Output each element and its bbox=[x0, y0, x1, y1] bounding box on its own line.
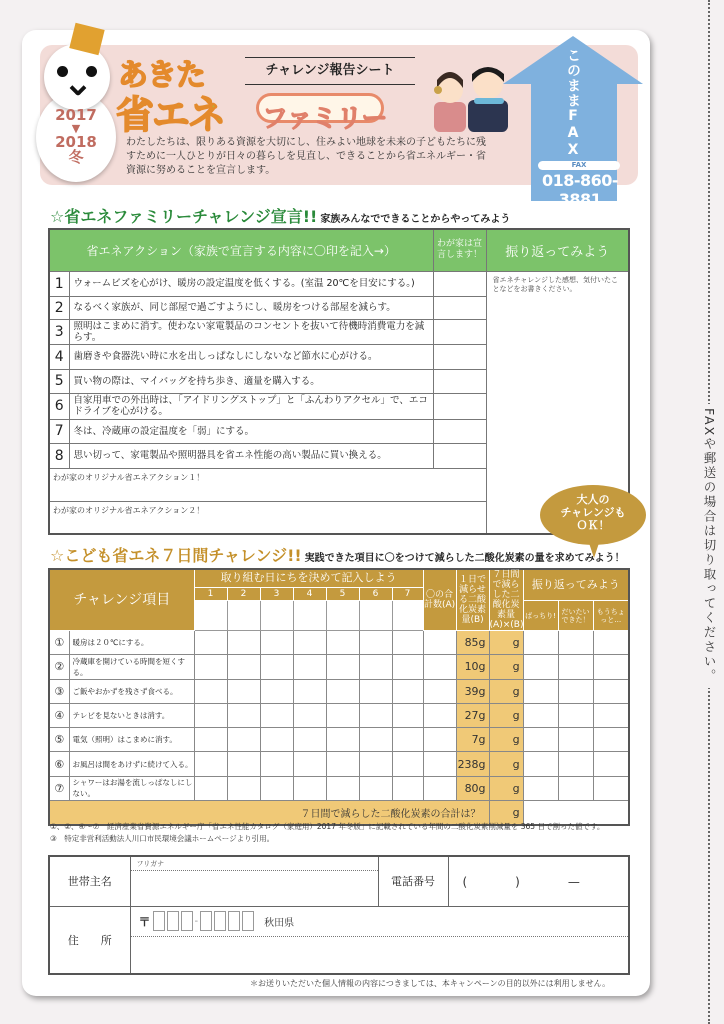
day-check-cell[interactable] bbox=[326, 752, 359, 776]
name-label: 世帯主名 bbox=[49, 856, 130, 906]
seven-day-cell[interactable]: g bbox=[489, 655, 523, 679]
date-input[interactable] bbox=[326, 601, 359, 631]
day-check-cell[interactable] bbox=[392, 752, 423, 776]
name-field[interactable] bbox=[130, 856, 378, 906]
reflect-great: ばっちり! bbox=[523, 601, 558, 631]
reflect-header: 振り返ってみよう bbox=[523, 569, 629, 601]
day-check-cell[interactable] bbox=[392, 703, 423, 727]
item-number: ① bbox=[49, 631, 69, 655]
day-check-cell[interactable] bbox=[359, 776, 392, 800]
count-cell[interactable] bbox=[423, 703, 456, 727]
postal-digit-box[interactable] bbox=[214, 911, 226, 931]
day-check-cell[interactable] bbox=[227, 728, 260, 752]
total-cell[interactable]: g bbox=[489, 801, 523, 825]
day-check-cell[interactable] bbox=[359, 655, 392, 679]
day-check-cell[interactable] bbox=[359, 728, 392, 752]
declare-cell[interactable] bbox=[433, 319, 486, 344]
reflect-check-cell[interactable] bbox=[523, 703, 558, 727]
declare-cell[interactable] bbox=[433, 419, 486, 443]
logo-family: ファミリー bbox=[262, 104, 387, 134]
reflect-check-cell[interactable] bbox=[523, 655, 558, 679]
day-check-cell[interactable] bbox=[260, 655, 293, 679]
date-input[interactable] bbox=[293, 601, 326, 631]
day-check-cell[interactable] bbox=[227, 752, 260, 776]
day-check-cell[interactable] bbox=[227, 776, 260, 800]
postal-mark: 〒 bbox=[138, 914, 151, 929]
reflect-check-cell[interactable] bbox=[523, 752, 558, 776]
reflect-check-cell[interactable] bbox=[593, 728, 629, 752]
day-check-cell[interactable] bbox=[293, 655, 326, 679]
bubble-line: ＯＫ！ bbox=[576, 519, 610, 532]
action-text: 照明はこまめに消す。使わない家電製品のコンセントを抜いて待機時消費電力を減らす。 bbox=[69, 319, 433, 344]
speech-bubble bbox=[540, 485, 646, 545]
day-check-cell[interactable] bbox=[260, 679, 293, 703]
year-range bbox=[36, 108, 116, 165]
day-check-cell[interactable] bbox=[293, 631, 326, 655]
fax-pill: FAX bbox=[538, 161, 620, 170]
fax-number: 018-860-3881 bbox=[541, 171, 619, 209]
day-check-cell[interactable] bbox=[194, 631, 227, 655]
reflect-check-cell[interactable] bbox=[523, 728, 558, 752]
postal-code-row bbox=[131, 907, 629, 937]
item-text: 電気（照明）はこまめに消す。 bbox=[69, 728, 194, 752]
day-number: 2 bbox=[227, 587, 260, 601]
row-number: 5 bbox=[49, 369, 69, 393]
item-number: ⑦ bbox=[49, 776, 69, 800]
count-cell[interactable] bbox=[423, 752, 456, 776]
item-text: ご飯やおかずを残さず食べる。 bbox=[69, 679, 194, 703]
day-number: 1 bbox=[194, 587, 227, 601]
address-label: 住 所 bbox=[49, 906, 130, 974]
day-check-cell[interactable] bbox=[194, 752, 227, 776]
logo-shoene: 省エネ bbox=[116, 93, 225, 137]
reflect-check-cell[interactable] bbox=[593, 752, 629, 776]
section1-title bbox=[50, 204, 510, 227]
day-check-cell[interactable] bbox=[359, 679, 392, 703]
day-check-cell[interactable] bbox=[359, 703, 392, 727]
original-action-1[interactable] bbox=[49, 468, 486, 501]
report-title: チャレンジ報告シート bbox=[245, 57, 415, 85]
postal-dash: - bbox=[194, 915, 199, 927]
day-check-cell[interactable] bbox=[359, 631, 392, 655]
item-number: ⑥ bbox=[49, 752, 69, 776]
reflect-hint: 省エネチャレンジした感想、気付いたことなどをお書きください。 bbox=[492, 275, 618, 293]
contact-form bbox=[48, 855, 630, 975]
per-day-value: 85g bbox=[456, 631, 489, 655]
count-cell[interactable] bbox=[423, 655, 456, 679]
reflect-check-cell[interactable] bbox=[593, 655, 629, 679]
per-day-value: 7g bbox=[456, 728, 489, 752]
day-check-cell[interactable] bbox=[194, 655, 227, 679]
row-number: 8 bbox=[49, 443, 69, 468]
row-number: 2 bbox=[49, 296, 69, 319]
count-cell[interactable] bbox=[423, 728, 456, 752]
reflect-mostly: だいたいできた！ bbox=[558, 601, 593, 631]
table-row bbox=[49, 271, 629, 296]
snowman-eye-icon bbox=[86, 66, 97, 77]
day-check-cell[interactable] bbox=[227, 679, 260, 703]
year-end: 2018 bbox=[55, 133, 97, 151]
declare-cell[interactable] bbox=[433, 271, 486, 296]
count-cell[interactable] bbox=[423, 776, 456, 800]
total-label: ７日間で減らした二酸化炭素の合計は？ bbox=[49, 801, 489, 825]
day-check-cell[interactable] bbox=[194, 679, 227, 703]
reflect-more: もうちょっと… bbox=[593, 601, 629, 631]
day-check-cell[interactable] bbox=[260, 728, 293, 752]
day-number: 7 bbox=[392, 587, 423, 601]
day-check-cell[interactable] bbox=[227, 631, 260, 655]
day-check-cell[interactable] bbox=[392, 776, 423, 800]
postal-digit-box[interactable] bbox=[242, 911, 254, 931]
item-text: テレビを見ないときは消す。 bbox=[69, 703, 194, 727]
item-text: お風呂は間をあけずに続けて入る。 bbox=[69, 752, 194, 776]
kids-challenge-table bbox=[48, 568, 630, 826]
day-check-cell[interactable] bbox=[293, 728, 326, 752]
item-number: ⑤ bbox=[49, 728, 69, 752]
footnotes bbox=[50, 821, 604, 845]
per-day-value: 80g bbox=[456, 776, 489, 800]
phone-field[interactable]: ( ) — bbox=[448, 856, 629, 906]
table-row bbox=[49, 679, 629, 703]
item-number: ④ bbox=[49, 703, 69, 727]
season: 冬 bbox=[68, 148, 84, 166]
table-row bbox=[49, 703, 629, 727]
per-day-value: 10g bbox=[456, 655, 489, 679]
seven-day-cell[interactable]: g bbox=[489, 631, 523, 655]
table-row bbox=[49, 631, 629, 655]
days-header: 取り組む日にちを決めて記入しよう bbox=[194, 569, 423, 587]
reflect-check-cell[interactable] bbox=[593, 776, 629, 800]
original-action-2-label: わが家のオリジナル省エネアクション２！ bbox=[53, 505, 205, 515]
reflect-check-cell[interactable] bbox=[523, 776, 558, 800]
reflect-check-cell[interactable] bbox=[523, 679, 558, 703]
count-cell[interactable] bbox=[423, 631, 456, 655]
item-text: 暖房は２０℃にする。 bbox=[69, 631, 194, 655]
date-input[interactable] bbox=[227, 601, 260, 631]
action-text: 歯磨きや食器洗い時に水を出しっぱなしにしないなど節水に心がける。 bbox=[69, 344, 433, 369]
furigana-label: フリガナ bbox=[131, 857, 378, 871]
snowman-eye-icon bbox=[57, 66, 68, 77]
seven-day-cell[interactable]: g bbox=[489, 703, 523, 727]
reflect-check-cell[interactable] bbox=[558, 679, 593, 703]
day-check-cell[interactable] bbox=[293, 776, 326, 800]
seven-day-cell[interactable]: g bbox=[489, 776, 523, 800]
per-day-value: 238g bbox=[456, 752, 489, 776]
per-day-value: 27g bbox=[456, 703, 489, 727]
postal-digit-box[interactable] bbox=[167, 911, 179, 931]
snowman-head bbox=[44, 44, 110, 110]
footnote: ③ 特定非営利活動法人川口市民環境会議ホームページより引用。 bbox=[50, 834, 275, 843]
day-check-cell[interactable] bbox=[392, 655, 423, 679]
section2-title bbox=[50, 543, 625, 566]
intro-text: わたしたちは、限りある資源を大切にし、住みよい地球を未来の子どもたちに残すために一人ひとりが日々の暮らしを見直し、できることから省エネルギー・省資源に努めることを宣言します。 bbox=[126, 137, 486, 176]
declare-cell[interactable] bbox=[433, 344, 486, 369]
row-number: 1 bbox=[49, 271, 69, 296]
postal-digit-box[interactable] bbox=[228, 911, 240, 931]
item-number: ③ bbox=[49, 679, 69, 703]
prefecture: 秋田県 bbox=[264, 917, 295, 929]
action-text: なるべく家族が、同じ部屋で過ごすようにし、暖房をつける部屋を減らす。 bbox=[69, 296, 433, 319]
section2-subtitle: 実践できた項目に〇をつけて減らした二酸化炭素の量を求めてみよう！ bbox=[304, 553, 625, 564]
postal-digit-box[interactable] bbox=[181, 911, 193, 931]
day-check-cell[interactable] bbox=[326, 631, 359, 655]
day-number: 4 bbox=[293, 587, 326, 601]
table-row bbox=[49, 728, 629, 752]
couple-illustration bbox=[432, 60, 510, 132]
day-check-cell[interactable] bbox=[260, 631, 293, 655]
count-cell[interactable] bbox=[423, 679, 456, 703]
reflect-check-cell[interactable] bbox=[593, 679, 629, 703]
declaration-table bbox=[48, 228, 630, 535]
action-header: 省エネアクション（家族で宣言する内容に〇印を記入→） bbox=[49, 229, 433, 271]
declare-cell[interactable] bbox=[433, 393, 486, 419]
day-check-cell[interactable] bbox=[392, 679, 423, 703]
postal-digit-box[interactable] bbox=[153, 911, 165, 931]
day-check-cell[interactable] bbox=[326, 679, 359, 703]
item-text: シャワーはお湯を流しっぱなしにしない。 bbox=[69, 776, 194, 800]
declare-cell[interactable] bbox=[433, 369, 486, 393]
day-check-cell[interactable] bbox=[326, 703, 359, 727]
day-check-cell[interactable] bbox=[293, 703, 326, 727]
day-check-cell[interactable] bbox=[194, 703, 227, 727]
bubble-line: 大人の bbox=[576, 493, 610, 506]
reflect-header: 振り返ってみよう bbox=[486, 229, 629, 271]
postal-digit-box[interactable] bbox=[200, 911, 212, 931]
day-number: 3 bbox=[260, 587, 293, 601]
reflect-check-cell[interactable] bbox=[558, 776, 593, 800]
day-check-cell[interactable] bbox=[359, 752, 392, 776]
day-number: 5 bbox=[326, 587, 359, 601]
table-row bbox=[49, 655, 629, 679]
row-number: 7 bbox=[49, 419, 69, 443]
per-day-value: 39g bbox=[456, 679, 489, 703]
reflect-check-cell[interactable] bbox=[558, 655, 593, 679]
reflect-check-cell[interactable] bbox=[558, 703, 593, 727]
date-input[interactable] bbox=[194, 601, 227, 631]
original-action-2[interactable] bbox=[49, 501, 486, 534]
day-check-cell[interactable] bbox=[194, 728, 227, 752]
down-arrow-icon: ▼ bbox=[71, 122, 81, 135]
day-check-cell[interactable] bbox=[293, 752, 326, 776]
seven-day-cell[interactable]: g bbox=[489, 728, 523, 752]
day-check-cell[interactable] bbox=[293, 679, 326, 703]
section2-heading: ☆こども省エネ７日間チャレンジ!! bbox=[50, 546, 302, 565]
table-row bbox=[49, 776, 629, 800]
section1-heading: ☆省エネファミリーチャレンジ宣言!! bbox=[50, 207, 318, 226]
row-number: 3 bbox=[49, 319, 69, 344]
day-check-cell[interactable] bbox=[227, 655, 260, 679]
phone-label: 電話番号 bbox=[378, 856, 448, 906]
table-row bbox=[49, 752, 629, 776]
seven-day-header: ７日間で減らした二酸化炭素量(A)×(B) bbox=[489, 570, 524, 630]
day-check-cell[interactable] bbox=[260, 703, 293, 727]
day-check-cell[interactable] bbox=[260, 752, 293, 776]
action-text: 冬は、冷蔵庫の設定温度を「弱」にする。 bbox=[69, 419, 433, 443]
date-input[interactable] bbox=[359, 601, 392, 631]
seven-day-cell[interactable]: g bbox=[489, 679, 523, 703]
action-text: 思い切って、家電製品や照明器具を省エネ性能の高い製品に買い換える。 bbox=[69, 443, 433, 468]
per-day-header: １日で減らせる二酸化炭素量(B) bbox=[456, 569, 489, 631]
reflect-check-cell[interactable] bbox=[558, 752, 593, 776]
row-number: 4 bbox=[49, 344, 69, 369]
item-header: チャレンジ項目 bbox=[49, 569, 194, 631]
row-number: 6 bbox=[49, 393, 69, 419]
action-text: ウォームビズを心がけ、暖房の設定温度を低くする。(室温 20℃を目安にする。) bbox=[69, 271, 433, 296]
address-field[interactable] bbox=[130, 906, 629, 974]
reflect-check-cell[interactable] bbox=[593, 631, 629, 655]
day-check-cell[interactable] bbox=[392, 728, 423, 752]
footnote: ①、②、④～⑦ 経済産業省資源エネルギー庁「省エネ性能カタログ（家庭用）2017 年冬版」に記載されている年間の二酸化炭素削減量を 365 日で割った値です。 bbox=[50, 822, 605, 831]
section1-subtitle: 家族みんなでできることからやってみよう bbox=[320, 214, 511, 225]
day-check-cell[interactable] bbox=[326, 776, 359, 800]
bubble-line: チャレンジも bbox=[560, 506, 626, 519]
count-header: 〇の合計数(A) bbox=[423, 569, 456, 631]
day-check-cell[interactable] bbox=[227, 703, 260, 727]
day-check-cell[interactable] bbox=[326, 655, 359, 679]
date-input[interactable] bbox=[260, 601, 293, 631]
day-check-cell[interactable] bbox=[326, 728, 359, 752]
logo-akita: あきた bbox=[118, 58, 205, 93]
reflect-check-cell[interactable] bbox=[558, 728, 593, 752]
privacy-note: ＊お送りいただいた個人情報の内容につきましては、本キャンペーンの目的以外には利用しません。 bbox=[250, 979, 611, 988]
original-action-1-label: わが家のオリジナル省エネアクション１！ bbox=[53, 472, 205, 482]
day-check-cell[interactable] bbox=[392, 631, 423, 655]
day-check-cell[interactable] bbox=[194, 776, 227, 800]
day-number: 6 bbox=[359, 587, 392, 601]
declare-cell[interactable] bbox=[433, 296, 486, 319]
action-text: 自家用車での外出時は、「アイドリングストップ」と「ふんわりアクセル」で、エコドライブを心がける。 bbox=[69, 393, 433, 419]
action-text: 買い物の際は、マイバッグを持ち歩き、適量を購入する。 bbox=[69, 369, 433, 393]
item-text: 冷蔵庫を開けている時間を短くする。 bbox=[69, 655, 194, 679]
reflect-check-cell[interactable] bbox=[523, 631, 558, 655]
reflect-check-cell[interactable] bbox=[558, 631, 593, 655]
year-start: 2017 bbox=[55, 106, 97, 124]
seven-day-cell[interactable]: g bbox=[489, 752, 523, 776]
date-input[interactable] bbox=[392, 601, 423, 631]
cut-instruction: FAXや郵送の場合は切り取ってください。 bbox=[694, 404, 718, 688]
day-check-cell[interactable] bbox=[260, 776, 293, 800]
item-number: ② bbox=[49, 655, 69, 679]
declare-cell[interactable] bbox=[433, 443, 486, 468]
fax-direct-label: このままFAX bbox=[565, 48, 581, 159]
declare-header: わが家は宣言します！ bbox=[433, 229, 486, 271]
reflect-check-cell[interactable] bbox=[593, 703, 629, 727]
